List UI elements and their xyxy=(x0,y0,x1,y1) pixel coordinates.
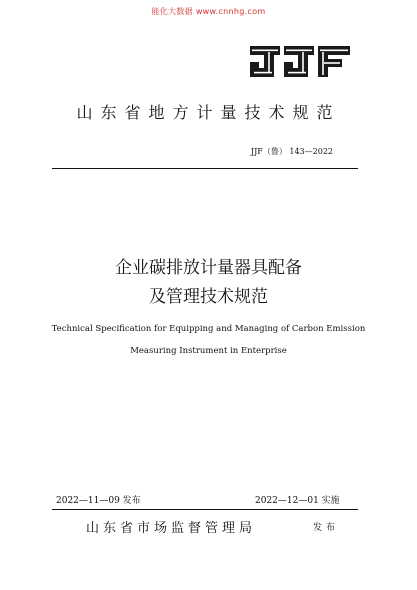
implementation-date: 2022—12—01 实施 xyxy=(255,496,340,506)
document-number: JJF（鲁） 143—2022 xyxy=(250,147,333,156)
watermark-text: 能化大数据 www.cnnhg.com xyxy=(151,7,266,16)
issue-date: 2022—11—09 发布 xyxy=(56,496,141,506)
english-title-line-2: Measuring Instrument in Enterprise xyxy=(130,346,287,356)
issuing-authority: 山东省市场监督管理局 xyxy=(86,521,257,536)
jjf-logo-graphic xyxy=(248,44,352,80)
top-divider xyxy=(52,168,358,169)
publish-label: 发布 xyxy=(313,523,340,533)
jjf-logo xyxy=(248,44,352,80)
english-title-line-1: Technical Specification for Equipping and Managing of Carbon Emission xyxy=(51,324,366,334)
chinese-title-line-1: 企业碳排放计量器具配备 xyxy=(115,258,302,278)
issuer-header: 山东省地方计量技术规范 xyxy=(76,103,341,122)
chinese-title xyxy=(0,254,417,312)
chinese-title-line-2: 及管理技术规范 xyxy=(149,287,268,307)
english-title xyxy=(0,318,417,362)
bottom-divider xyxy=(52,509,358,510)
